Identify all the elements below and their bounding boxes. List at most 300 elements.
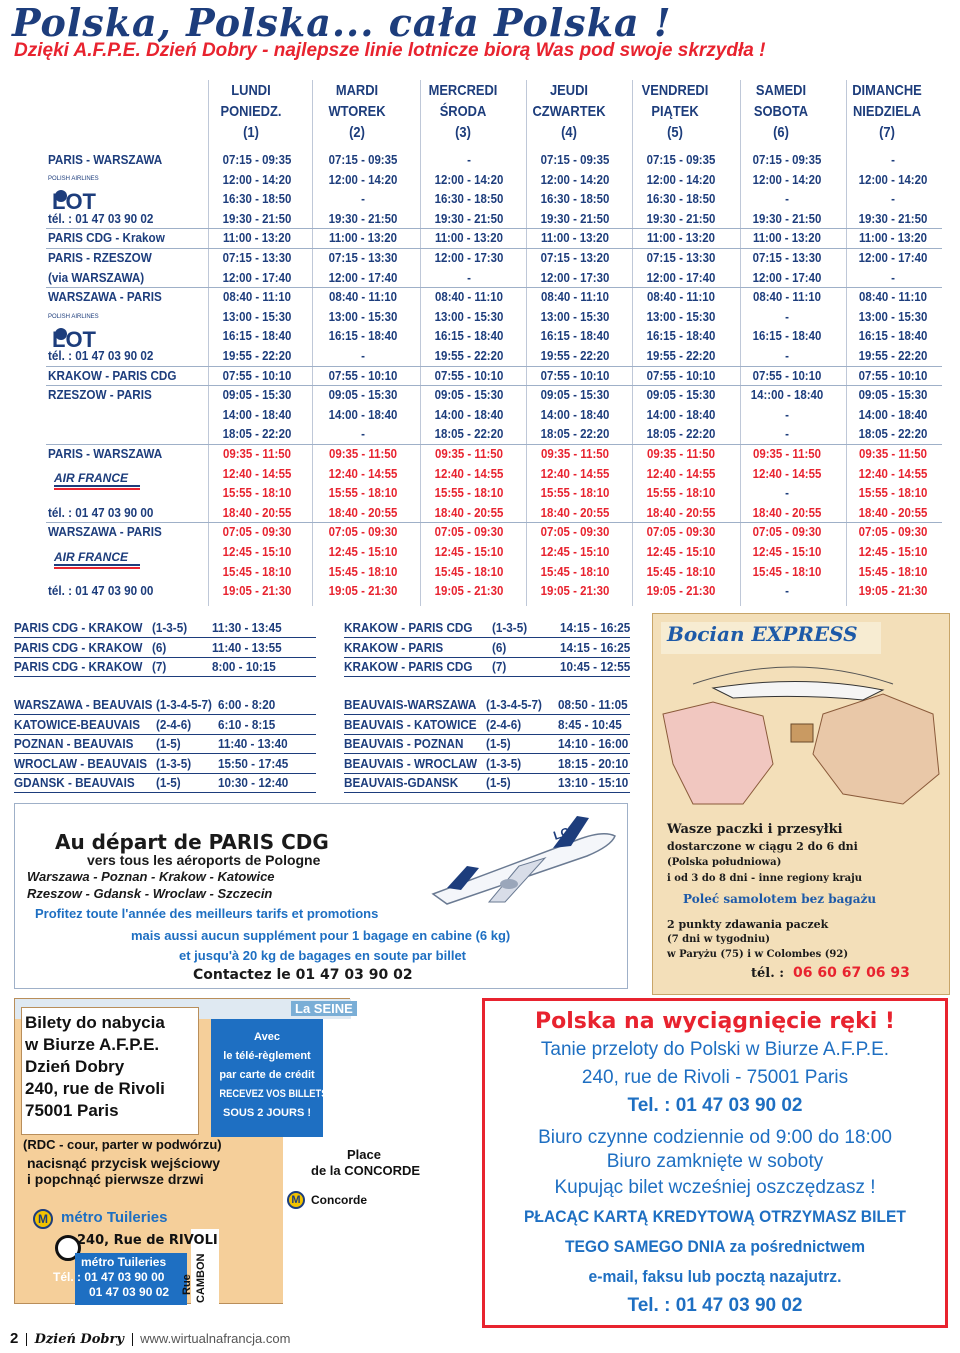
underline xyxy=(344,714,630,715)
route-label: WARSZAWA - PARIS xyxy=(48,524,162,540)
schedule-cell: 19:55 - 22:20 xyxy=(222,348,292,363)
route-label: PARIS - WARSZAWA xyxy=(48,446,163,461)
schedule-cell: 09:05 - 15:30 xyxy=(540,387,610,403)
bocian-line-7: (7 dni w tygodniu) xyxy=(667,934,770,945)
day-header-fr: LUNDI xyxy=(231,82,271,99)
schedule-cell: 13:00 - 15:30 xyxy=(646,308,716,324)
map-line-5: 75001 Paris xyxy=(25,1101,119,1120)
bocian-line-5: Poleć samolotem bez bagażu xyxy=(683,892,877,906)
air-france-logo xyxy=(52,549,144,571)
underline xyxy=(344,676,630,677)
beauvais-flight-cell: BEAUVAIS - POZNAN xyxy=(344,736,464,752)
schedule-cell: 12:00 - 14:20 xyxy=(858,171,928,187)
schedule-cell: 14:00 - 18:40 xyxy=(540,406,610,422)
day-header-n: (3) xyxy=(455,124,471,141)
promo-line-2: 240, rue de Rivoli - 75001 Paris xyxy=(581,1067,849,1088)
schedule-cell: 12:00 - 14:20 xyxy=(646,171,716,187)
schedule-cell: 12:00 - 14:20 xyxy=(222,171,292,187)
beauvais-flight-cell: 15:50 - 17:45 xyxy=(218,755,289,771)
schedule-cell: 09:35 - 11:50 xyxy=(540,446,610,461)
avec-5: SOUS 2 JOURS ! xyxy=(222,1107,312,1119)
row-separator xyxy=(46,228,942,229)
bocian-line-8: w Paryżu (75) i w Colombes (92) xyxy=(667,949,849,960)
schedule-cell: - xyxy=(785,426,789,442)
day-header-pl: PIĄTEK xyxy=(651,103,699,120)
schedule-cell: 16:15 - 18:40 xyxy=(858,328,928,344)
schedule-cell: 12:00 - 17:40 xyxy=(858,250,928,265)
schedule-cell: 14:00 - 18:40 xyxy=(858,406,928,422)
route-label: PARIS - WARSZAWA xyxy=(48,152,163,167)
schedule-cell: 12:40 - 14:55 xyxy=(858,465,928,481)
schedule-cell: 15:55 - 18:10 xyxy=(328,485,398,501)
day-header-fr: SAMEDI xyxy=(755,82,807,99)
schedule-cell: 11:00 - 13:20 xyxy=(540,230,610,246)
day-header-n: (4) xyxy=(561,124,577,141)
schedule-cell: 15:55 - 18:10 xyxy=(858,485,928,501)
schedule-cell: 15:45 - 18:10 xyxy=(328,563,398,579)
beauvais-flight-cell: (2-4-6) xyxy=(486,716,522,732)
place-label-2: de la CONCORDE xyxy=(311,1163,421,1178)
schedule-cell: - xyxy=(785,485,789,501)
schedule-cell: 13:00 - 15:30 xyxy=(328,308,398,324)
schedule-cell: 16:30 - 18:50 xyxy=(434,191,504,207)
schedule-cell: - xyxy=(467,152,471,167)
schedule-cell: 07:05 - 09:30 xyxy=(646,524,716,540)
schedule-cell: 12:40 - 14:55 xyxy=(328,465,398,481)
beauvais-flight-cell: KATOWICE-BEAUVAIS xyxy=(14,716,141,732)
af-name: AIR FRANCE xyxy=(54,550,128,564)
beauvais-flight-cell: (1-3-4-5-7) xyxy=(156,697,212,712)
schedule-cell: 19:05 - 21:30 xyxy=(646,583,716,599)
promo-line-7: PŁACĄC KARTĄ KREDYTOWĄ OTRZYMASZ BILET xyxy=(523,1207,907,1226)
beauvais-flight-cell: POZNAN - BEAUVAIS xyxy=(14,736,134,752)
promo-line-8: TEGO SAMEGO DNIA za pośrednictwem xyxy=(564,1237,866,1256)
schedule-cell: 19:05 - 21:30 xyxy=(328,583,398,599)
map-tel-2: 01 47 03 90 02 xyxy=(89,1285,170,1299)
schedule-cell: 13:00 - 15:30 xyxy=(858,308,928,324)
schedule-cell: 09:35 - 11:50 xyxy=(434,446,504,461)
schedule-cell: 12:00 - 14:20 xyxy=(752,171,822,187)
map-line-3: Dzień Dobry xyxy=(25,1057,125,1076)
schedule-cell: 12:00 - 17:30 xyxy=(540,269,610,285)
schedule-cell: - xyxy=(785,191,789,207)
metro-icon: M xyxy=(33,1209,53,1229)
route-label: WARSZAWA - PARIS xyxy=(48,289,162,305)
beauvais-flight-cell: WROCLAW - BEAUVAIS xyxy=(14,755,148,771)
beauvais-flight-cell: (1-3-4-5-7) xyxy=(486,697,542,712)
schedule-cell: 08:40 - 11:10 xyxy=(646,289,716,305)
beauvais-flight-cell: (1-3-5) xyxy=(156,755,192,771)
lot-logo xyxy=(48,312,124,350)
promo-line-4: Biuro czynne codziennie od 9:00 do 18:00 xyxy=(538,1127,892,1148)
schedule-cell: 18:05 - 22:20 xyxy=(858,426,928,442)
schedule-cell: 07:55 - 10:10 xyxy=(328,367,398,383)
promo-line-3: Tel. : 01 47 03 90 02 xyxy=(627,1095,803,1116)
cdg-contact: Contactez le 01 47 03 90 02 xyxy=(193,967,413,983)
krakow-flight-cell: 10:45 - 12:55 xyxy=(560,659,631,675)
day-header-fr: MARDI xyxy=(335,82,379,99)
route-label: tél. : 01 47 03 90 02 xyxy=(48,210,154,226)
schedule-cell: 15:55 - 18:10 xyxy=(222,485,292,501)
avec-1: Avec xyxy=(254,1031,280,1043)
beauvais-flight-cell: 6:00 - 8:20 xyxy=(218,697,276,712)
schedule-cell: 15:55 - 18:10 xyxy=(646,485,716,501)
lot-name: LOT xyxy=(52,189,96,214)
underline xyxy=(14,734,316,735)
schedule-cell: 12:45 - 15:10 xyxy=(858,544,928,559)
schedule-cell: 18:05 - 22:20 xyxy=(434,426,504,442)
day-header xyxy=(417,80,508,143)
footer-brand: Dzień Dobry xyxy=(34,1332,124,1347)
route-label: (via WARSZAWA) xyxy=(48,269,145,285)
schedule-cell: 19:05 - 21:30 xyxy=(858,583,928,599)
schedule-cell: 09:05 - 15:30 xyxy=(222,387,292,403)
schedule-cell: 07:55 - 10:10 xyxy=(222,367,292,383)
beauvais-flight-cell: 18:15 - 20:10 xyxy=(558,755,629,771)
beauvais-flight-cell: 13:10 - 15:10 xyxy=(558,775,629,791)
schedule-cell: 19:30 - 21:50 xyxy=(328,210,398,226)
schedule-cell: 09:05 - 15:30 xyxy=(328,387,398,403)
schedule-cell: 18:40 - 20:55 xyxy=(434,504,504,520)
underline xyxy=(14,753,316,754)
schedule-cell: 08:40 - 11:10 xyxy=(328,289,398,305)
beauvais-flight-cell: BEAUVAIS-WARSZAWA xyxy=(344,697,477,712)
schedule-cell: 09:35 - 11:50 xyxy=(752,446,822,461)
page-title: Polska, Polska... cała Polska ! xyxy=(12,0,672,45)
day-header-fr: MERCREDI xyxy=(428,82,498,99)
underline xyxy=(344,792,630,793)
underline xyxy=(14,714,316,715)
underline xyxy=(14,792,316,793)
schedule-cell: 19:05 - 21:30 xyxy=(540,583,610,599)
schedule-cell: 08:40 - 11:10 xyxy=(752,289,822,305)
lot-logo xyxy=(48,174,124,212)
schedule-cell: 11:00 - 13:20 xyxy=(752,230,822,246)
schedule-cell: 09:05 - 15:30 xyxy=(434,387,504,403)
promo-title: Polska na wyciągnięcie ręki ! xyxy=(535,1009,895,1034)
schedule-cell: 07:55 - 10:10 xyxy=(752,367,822,383)
schedule-cell: 18:05 - 22:20 xyxy=(222,426,292,442)
bocian-tel: 06 60 67 06 93 xyxy=(793,965,910,981)
cdg-cities-1: Warszawa - Poznan - Krakow - Katowice xyxy=(27,869,275,884)
schedule-cell: 12:45 - 15:10 xyxy=(540,544,610,559)
schedule-cell: 07:15 - 13:30 xyxy=(222,250,292,265)
schedule-cell: 07:55 - 10:10 xyxy=(434,367,504,383)
schedule-cell: 19:30 - 21:50 xyxy=(222,210,292,226)
bocian-tel-label: tél. : xyxy=(751,966,785,981)
day-header xyxy=(629,80,720,143)
cdg-line-1: Profitez toute l'année des meilleurs tarifs et promotions xyxy=(35,906,379,921)
row-separator xyxy=(46,248,942,249)
schedule-cell: 08:40 - 11:10 xyxy=(222,289,292,305)
tuileries-label: métro Tuileries xyxy=(61,1209,168,1226)
stork-map-illustration xyxy=(653,654,951,814)
promo-line-10: Tel. : 01 47 03 90 02 xyxy=(627,1295,803,1316)
schedule-cell: 13:00 - 15:30 xyxy=(222,308,292,324)
route-label: PARIS CDG - Krakow xyxy=(48,230,165,246)
schedule-cell: 07:15 - 13:30 xyxy=(328,250,398,265)
day-header-pl: WTOREK xyxy=(328,103,386,120)
beauvais-flight-cell: (1-5) xyxy=(156,775,181,791)
krakow-flight-cell: 11:40 - 13:55 xyxy=(212,639,282,655)
beauvais-flight-cell: BEAUVAIS - KATOWICE xyxy=(344,716,477,732)
day-header-fr: JEUDI xyxy=(549,82,589,99)
schedule-cell: 12:45 - 15:10 xyxy=(434,544,504,559)
beauvais-flight-cell: (1-5) xyxy=(486,736,511,752)
route-label: tél. : 01 47 03 90 00 xyxy=(48,583,154,599)
krakow-flight-cell: (1-3-5) xyxy=(152,620,188,635)
day-header-n: (6) xyxy=(773,124,789,141)
schedule-cell: 12:00 - 14:20 xyxy=(434,171,504,187)
underline xyxy=(14,773,316,774)
bocian-line-1: Wasze paczki i przesyłki xyxy=(667,822,843,837)
schedule-cell: 19:30 - 21:50 xyxy=(752,210,822,226)
day-header-pl: CZWARTEK xyxy=(532,103,606,120)
schedule-cell: 11:00 - 13:20 xyxy=(328,230,398,246)
schedule-cell: - xyxy=(785,406,789,422)
route-label: tél. : 01 47 03 90 02 xyxy=(48,348,154,363)
schedule-cell: 11:00 - 13:20 xyxy=(434,230,504,246)
beauvais-flight-cell: (1-3-5) xyxy=(486,755,522,771)
promo-line-1: Tanie przeloty do Polski w Biurze A.F.P.E. xyxy=(540,1039,890,1060)
schedule-cell: 19:30 - 21:50 xyxy=(434,210,504,226)
beauvais-flight-cell: 8:45 - 10:45 xyxy=(558,716,622,732)
schedule-cell: 16:15 - 18:40 xyxy=(328,328,398,344)
page-footer xyxy=(10,1330,290,1347)
schedule-cell: 14:00 - 18:40 xyxy=(434,406,504,422)
schedule-cell: 07:05 - 09:30 xyxy=(328,524,398,540)
schedule-cell: 16:15 - 18:40 xyxy=(646,328,716,344)
day-header xyxy=(205,80,296,143)
krakow-flight-cell: PARIS CDG - KRAKOW xyxy=(14,659,143,675)
underline xyxy=(344,773,630,774)
day-header-fr: VENDREDI xyxy=(641,82,709,99)
day-header-pl: ŚRODA xyxy=(439,103,487,120)
schedule-cell: 18:40 - 20:55 xyxy=(328,504,398,520)
schedule-cell: 12:00 - 17:40 xyxy=(752,269,822,285)
krakow-flight-cell: KRAKOW - PARIS CDG xyxy=(344,620,473,635)
schedule-cell: 07:55 - 10:10 xyxy=(540,367,610,383)
page-subtitle: Dzięki A.F.P.E. Dzień Dobry - najlepsze linie lotnicze biorą Was pod swoje skrzydła ! xyxy=(14,40,766,61)
schedule-cell: 15:45 - 18:10 xyxy=(752,563,822,579)
krakow-flight-cell: (6) xyxy=(152,639,167,655)
schedule-cell: 12:45 - 15:10 xyxy=(328,544,398,559)
underline xyxy=(344,753,630,754)
schedule-cell: 11:00 - 13:20 xyxy=(858,230,928,246)
schedule-cell: 14::00 - 18:40 xyxy=(750,387,824,403)
column-divider xyxy=(312,80,313,606)
bocian-line-4: i od 3 do 8 dni - inne regiony kraju xyxy=(667,873,863,884)
place-label-1: Place xyxy=(347,1147,381,1162)
schedule-cell: - xyxy=(361,348,365,363)
row-separator xyxy=(46,366,942,367)
schedule-cell: 15:45 - 18:10 xyxy=(540,563,610,579)
map-rdc: (RDC - cour, parter w podwórzu) xyxy=(23,1137,222,1152)
schedule-cell: - xyxy=(891,191,895,207)
day-header-pl: NIEDZIELA xyxy=(852,103,922,120)
beauvais-flight-cell: 11:40 - 13:40 xyxy=(218,736,288,752)
schedule-cell: 19:05 - 21:30 xyxy=(434,583,504,599)
row-separator xyxy=(46,385,942,386)
beauvais-flight-cell: 14:10 - 16:00 xyxy=(558,736,629,752)
cdg-line-2: mais aussi aucun supplément pour 1 bagage en cabine (6 kg) xyxy=(131,928,511,943)
schedule-cell: 12:00 - 17:30 xyxy=(434,250,504,265)
schedule-cell: - xyxy=(785,308,789,324)
lot-name: LOT xyxy=(52,327,96,352)
map-tel-1: Tél. : 01 47 03 90 00 xyxy=(53,1270,165,1284)
schedule-cell: 07:05 - 09:30 xyxy=(434,524,504,540)
schedule-cell: 18:05 - 22:20 xyxy=(540,426,610,442)
beauvais-flight-cell: 08:50 - 11:05 xyxy=(558,697,628,712)
schedule-cell: 09:35 - 11:50 xyxy=(222,446,292,461)
page-number: 2 xyxy=(10,1330,19,1347)
schedule-cell: 07:15 - 09:35 xyxy=(752,152,822,167)
cdg-line-3: et jusqu'à 20 kg de bagages en soute par billet xyxy=(179,948,467,963)
beauvais-flight-cell: GDANSK - BEAUVAIS xyxy=(14,775,135,791)
schedule-cell: 16:30 - 18:50 xyxy=(646,191,716,207)
schedule-cell: 19:05 - 21:30 xyxy=(222,583,292,599)
schedule-cell: 11:00 - 13:20 xyxy=(646,230,716,246)
schedule-cell: 12:00 - 17:40 xyxy=(328,269,398,285)
krakow-flight-cell: PARIS CDG - KRAKOW xyxy=(14,620,143,635)
schedule-cell: 18:40 - 20:55 xyxy=(222,504,292,520)
avec-2: le télé-règlement xyxy=(223,1050,311,1062)
schedule-cell: 16:15 - 18:40 xyxy=(434,328,504,344)
schedule-cell: 14:00 - 18:40 xyxy=(222,406,292,422)
route-label: KRAKOW - PARIS CDG xyxy=(48,367,177,383)
cdg-cities-2: Rzeszow - Gdansk - Wroclaw - Szczecin xyxy=(27,886,273,901)
map-line-4: 240, rue de Rivoli xyxy=(25,1079,165,1098)
day-header xyxy=(523,80,614,143)
schedule-cell: 08:40 - 11:10 xyxy=(540,289,610,305)
beauvais-flight-cell: 10:30 - 12:40 xyxy=(218,775,289,791)
schedule-cell: 19:30 - 21:50 xyxy=(646,210,716,226)
cdg-promo-box xyxy=(14,803,628,989)
schedule-cell: 13:00 - 15:30 xyxy=(434,308,504,324)
underline xyxy=(344,734,630,735)
day-header xyxy=(841,80,932,143)
route-label: RZESZOW - PARIS xyxy=(48,387,152,403)
promo-line-5: Biuro zamknięte w soboty xyxy=(606,1151,824,1172)
schedule-cell: 19:30 - 21:50 xyxy=(540,210,610,226)
underline xyxy=(14,657,316,658)
schedule-cell: 18:05 - 22:20 xyxy=(646,426,716,442)
beauvais-flight-cell: WARSZAWA - BEAUVAIS xyxy=(14,697,153,712)
schedule-cell: 16:30 - 18:50 xyxy=(222,191,292,207)
map-line-1: Bilety do nabycia xyxy=(25,1013,165,1032)
row-separator xyxy=(46,287,942,288)
day-header-n: (7) xyxy=(879,124,895,141)
rivoli-label: 240, Rue de RIVOLI xyxy=(77,1233,218,1248)
schedule-cell: 16:30 - 18:50 xyxy=(540,191,610,207)
krakow-flight-cell: 14:15 - 16:25 xyxy=(560,620,631,635)
cdg-subtitle: vers tous les aéroports de Pologne xyxy=(87,852,321,868)
beauvais-flight-cell: (1-5) xyxy=(156,736,181,752)
schedule-cell: 08:40 - 11:10 xyxy=(434,289,504,305)
underline xyxy=(14,637,316,638)
route-label: tél. : 01 47 03 90 00 xyxy=(48,504,154,520)
schedule-cell: - xyxy=(891,269,895,285)
day-header-n: (1) xyxy=(243,124,259,141)
lot-tagline: POLISH AIRLINES xyxy=(48,314,99,320)
beauvais-flight-cell: BEAUVAIS-GDANSK xyxy=(344,775,459,791)
office-map xyxy=(14,998,421,1304)
schedule-cell: 12:45 - 15:10 xyxy=(646,544,716,559)
schedule-cell: 19:55 - 22:20 xyxy=(434,348,504,363)
schedule-cell: 16:15 - 18:40 xyxy=(222,328,292,344)
schedule-cell: 09:35 - 11:50 xyxy=(646,446,716,461)
route-label: PARIS - RZESZOW xyxy=(48,250,152,265)
bocian-line-6: 2 punkty zdawania paczek xyxy=(667,918,829,931)
schedule-cell: 19:30 - 21:50 xyxy=(858,210,928,226)
schedule-cell: 11:00 - 13:20 xyxy=(222,230,292,246)
schedule-cell: 12:45 - 15:10 xyxy=(222,544,292,559)
lot-tagline: POLISH AIRLINES xyxy=(48,176,99,182)
krakow-flight-cell: (1-3-5) xyxy=(492,620,528,635)
metro-icon: M xyxy=(287,1191,305,1209)
seine-label: La SEINE xyxy=(291,1001,357,1016)
schedule-cell: 12:00 - 17:40 xyxy=(222,269,292,285)
schedule-cell: 12:00 - 14:20 xyxy=(328,171,398,187)
plane-lot-mark: LOT xyxy=(551,822,579,843)
schedule-cell: 12:45 - 15:10 xyxy=(752,544,822,559)
krakow-flight-cell: (6) xyxy=(492,639,507,655)
schedule-cell: 07:05 - 09:30 xyxy=(222,524,292,540)
schedule-cell: 18:40 - 20:55 xyxy=(540,504,610,520)
schedule-cell: 14:00 - 18:40 xyxy=(646,406,716,422)
rue-label: Rue xyxy=(181,1274,193,1295)
krakow-flight-cell: 8:00 - 10:15 xyxy=(212,659,276,675)
schedule-cell: 16:15 - 18:40 xyxy=(752,328,822,344)
schedule-cell: 07:55 - 10:10 xyxy=(646,367,716,383)
promo-line-9: e-mail, faksu lub pocztą nazajutrz. xyxy=(588,1267,842,1286)
beauvais-flight-cell: 6:10 - 8:15 xyxy=(218,716,276,732)
airplane-illustration xyxy=(427,810,623,914)
schedule-cell: 19:55 - 22:20 xyxy=(540,348,610,363)
schedule-cell: 15:45 - 18:10 xyxy=(646,563,716,579)
schedule-cell: 07:15 - 09:35 xyxy=(646,152,716,167)
map-nac-2: i popchnąć pierwsze drzwi xyxy=(27,1171,204,1187)
cdg-title: Au départ de PARIS CDG xyxy=(55,830,329,854)
schedule-cell: 13:00 - 15:30 xyxy=(540,308,610,324)
schedule-cell: 18:40 - 20:55 xyxy=(646,504,716,520)
row-separator xyxy=(46,522,942,523)
schedule-cell: - xyxy=(361,426,365,442)
schedule-cell: 07:15 - 13:30 xyxy=(752,250,822,265)
schedule-cell: 09:35 - 11:50 xyxy=(858,446,928,461)
underline xyxy=(344,637,630,638)
schedule-cell: 19:55 - 22:20 xyxy=(646,348,716,363)
underline xyxy=(344,657,630,658)
day-header-pl: SOBOTA xyxy=(753,103,809,120)
schedule-cell: 07:05 - 09:30 xyxy=(752,524,822,540)
schedule-cell: 07:15 - 09:35 xyxy=(328,152,398,167)
promo-line-6: Kupując bilet wcześniej oszczędzasz ! xyxy=(554,1177,876,1198)
footer-url[interactable]: www.wirtualnafrancja.com xyxy=(140,1331,291,1346)
krakow-flight-cell: 11:30 - 13:45 xyxy=(212,620,282,635)
underline xyxy=(14,676,316,677)
schedule-cell: 07:15 - 09:35 xyxy=(540,152,610,167)
schedule-cell: 09:05 - 15:30 xyxy=(646,387,716,403)
krakow-flight-cell: PARIS CDG - KRAKOW xyxy=(14,639,143,655)
bocian-line-2: dostarczone w ciągu 2 do 6 dni xyxy=(667,840,858,853)
row-separator xyxy=(46,444,942,445)
schedule-cell: 09:35 - 11:50 xyxy=(328,446,398,461)
map-nac-1: nacisnąć przycisk wejściowy xyxy=(27,1155,220,1171)
schedule-cell: 15:55 - 18:10 xyxy=(434,485,504,501)
schedule-cell: - xyxy=(467,269,471,285)
schedule-cell: 07:15 - 13:30 xyxy=(646,250,716,265)
